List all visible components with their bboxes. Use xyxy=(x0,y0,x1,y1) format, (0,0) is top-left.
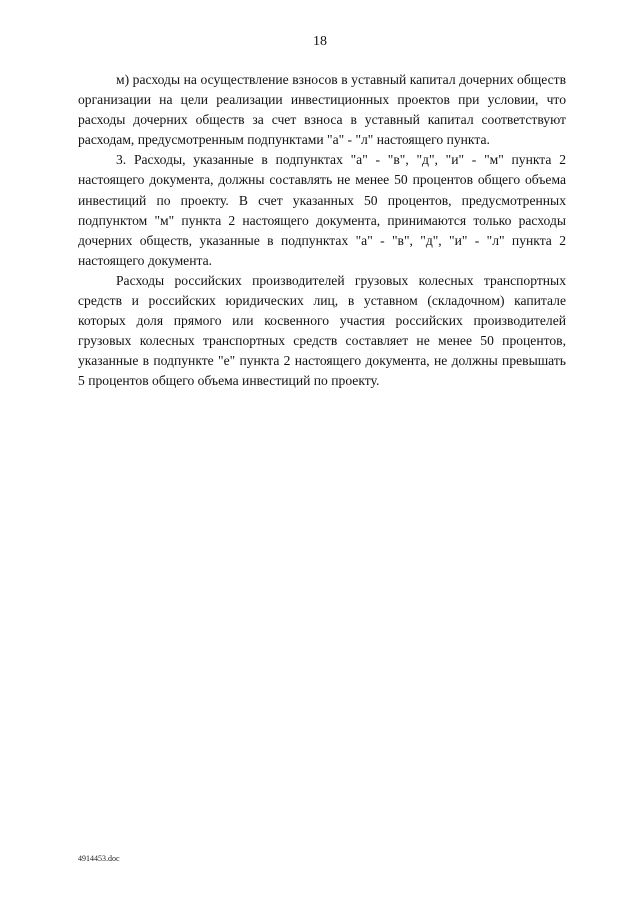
document-body xyxy=(78,70,566,392)
paragraph-clause-3: 3. Расходы, указанные в подпунктах "а" - "в", "д", "и" - "м" пункта 2 настоящего документа, должны составлять не менее 50 процентов общего объема инвестиций по проекту. В счет указанных 50 процентов, предусмотренных подпунктом "м" пункта 2 настоящего документа, принимаются только расходы дочерних обществ, указанные в подпунктах "а" - "в", "д", "и" - "л" пункта 2 настоящего документа. xyxy=(78,152,566,268)
paragraph-truck-manufacturers: Расходы российских производителей грузовых колесных транспортных средств и российских юридических лиц, в уставном (складочном) капитале которых доля прямого или косвенного участия российских производителей грузовых колесных транспортных средств составляет не менее 50 процентов, указанные в подпункте "е" пункта 2 настоящего документа, не должны превышать 5 процентов общего объема инвестиций по проекту. xyxy=(78,272,566,389)
footer-file-name: 4914453.doc xyxy=(78,854,120,863)
page-number: 18 xyxy=(313,34,327,49)
paragraph-subclause-m: м) расходы на осуществление взносов в уставный капитал дочерних обществ организации на цели реализации инвестиционных проектов при условии, что расходы дочерних обществ за счет взноса в уставный капитал соответствуют расходам, предусмотренным подпунктами "а" - "л" настоящего пункта. xyxy=(78,72,566,148)
